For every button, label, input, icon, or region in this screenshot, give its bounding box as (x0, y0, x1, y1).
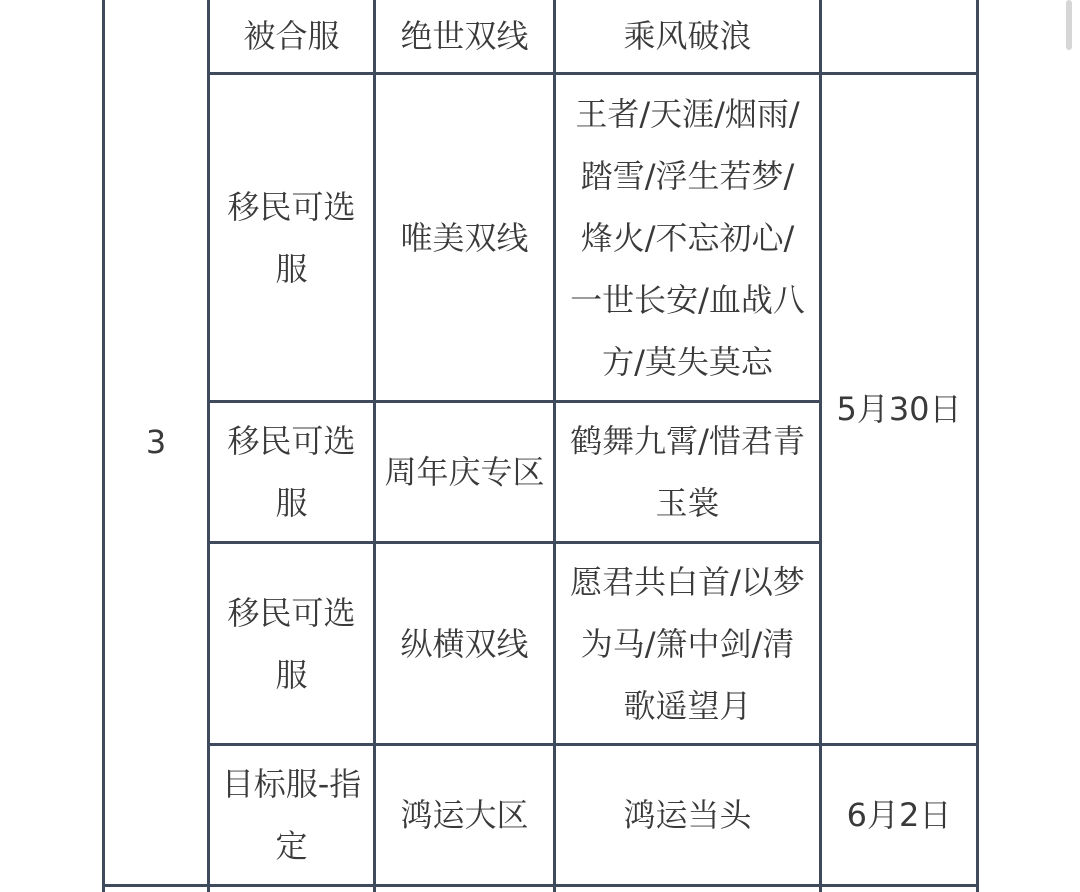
table-border-bottom (102, 884, 979, 887)
table-cell-region: 周年庆专区 (384, 453, 545, 491)
table-cell-region: 唯美双线 (400, 218, 529, 257)
table-cell-servers: 王者/天涯/烟雨/ 踏雪/浮生若梦/ 烽火/不忘初心/ 一世长安/血战八 方/莫失莫忘 (570, 94, 805, 381)
table-cell-server-type: 目标服-指 定 (221, 765, 362, 865)
table-cell-region: 纵横双线 (400, 624, 529, 663)
table-cell-region: 绝世双线 (400, 17, 529, 55)
table-cell-servers: 乘风破浪 (623, 17, 752, 55)
group-number-cell (105, 0, 207, 884)
group-number: 3 (145, 423, 167, 461)
table-cell-date: 5月30日 (836, 390, 962, 428)
table-cell-servers: 鸿运当头 (623, 796, 752, 834)
table-cell-server-type: 移民可选 服 (227, 422, 356, 522)
table-cell-servers: 愿君共白首/以梦 为马/箫中剑/清 歌遥望月 (570, 562, 805, 725)
table-cell-server-type: 移民可选 服 (227, 593, 356, 694)
table-cell-servers: 鹤舞九霄/惜君青 玉裳 (570, 422, 805, 522)
table-cell-server-type: 被合服 (243, 17, 340, 55)
table-cell-server-type: 移民可选 服 (227, 187, 356, 288)
scrollbar-thumb[interactable] (1066, 0, 1072, 50)
table-cell-date: 6月2日 (846, 796, 952, 834)
table-cell-region: 鸿运大区 (400, 796, 529, 834)
table-border-right (976, 0, 979, 892)
